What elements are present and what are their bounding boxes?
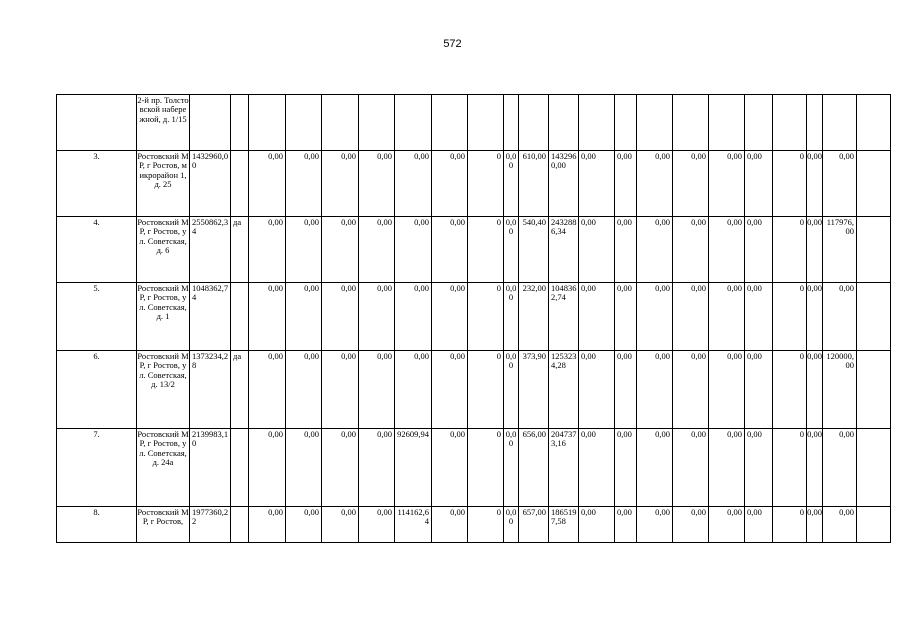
value-cell: 0,00 [615, 217, 637, 283]
value-cell: 610,00 [519, 151, 549, 217]
row-number-cell: 6. [57, 351, 137, 429]
value-cell: 117976,00 [823, 217, 857, 283]
value-cell: 0,00 [249, 151, 286, 217]
value-cell: 0,00 [823, 507, 857, 543]
value-cell: 0,00 [249, 217, 286, 283]
address-cell: Ростовский МР, г Ростов, [137, 507, 190, 543]
value-cell: 540,40 [519, 217, 549, 283]
value-cell: 0 [773, 283, 807, 351]
value-cell: 0,00 [322, 351, 359, 429]
value-cell: 0,00 [286, 283, 322, 351]
value-cell: 0,00 [807, 217, 823, 283]
address-cell: Ростовский МР, г Ростов, ул. Советская, д. 24а [137, 429, 190, 507]
value-cell: 0,00 [322, 507, 359, 543]
value-cell: 0,00 [709, 507, 745, 543]
value-cell [637, 95, 673, 151]
value-cell: 0,00 [823, 151, 857, 217]
value-cell: 0,00 [745, 283, 773, 351]
value-cell: 0,00 [615, 507, 637, 543]
table-row [57, 95, 891, 151]
value-cell: 0,00 [249, 351, 286, 429]
value-cell: 0,00 [673, 217, 709, 283]
value-cell: 0,00 [504, 507, 519, 543]
value-cell: 0 [468, 283, 504, 351]
value-cell: 0,00 [579, 507, 615, 543]
value-cell [322, 95, 359, 151]
value-cell: 0,00 [504, 217, 519, 283]
value-cell: 0,00 [504, 429, 519, 507]
value-cell: 0,00 [395, 351, 432, 429]
value-cell: 0,00 [322, 283, 359, 351]
value-cell: 2550862,34 [190, 217, 231, 283]
value-cell: 0,00 [286, 429, 322, 507]
value-cell [673, 95, 709, 151]
value-cell: 0,00 [432, 351, 468, 429]
value-cell [231, 429, 249, 507]
value-cell: 0,00 [807, 507, 823, 543]
value-cell: 0 [468, 151, 504, 217]
value-cell [231, 95, 249, 151]
value-cell: 0,00 [615, 351, 637, 429]
value-cell: 2047373,16 [549, 429, 579, 507]
value-cell [857, 283, 891, 351]
value-cell: 0,00 [615, 283, 637, 351]
value-cell: 0,00 [432, 283, 468, 351]
value-cell: 0,00 [745, 429, 773, 507]
value-cell [231, 151, 249, 217]
value-cell: 1432960,00 [190, 151, 231, 217]
value-cell [432, 95, 468, 151]
value-cell: 0,00 [615, 151, 637, 217]
value-cell: 0,00 [673, 351, 709, 429]
address-cell: Ростовский МР, г Ростов, ул. Советская, д. 6 [137, 217, 190, 283]
value-cell [549, 95, 579, 151]
value-cell [359, 95, 395, 151]
value-cell: 0,00 [709, 151, 745, 217]
value-cell: 0,00 [807, 429, 823, 507]
value-cell [286, 95, 322, 151]
value-cell: 0,00 [709, 283, 745, 351]
value-cell: 0,00 [637, 283, 673, 351]
value-cell: 0,00 [615, 429, 637, 507]
value-cell: 0,00 [823, 429, 857, 507]
value-cell: 0,00 [395, 283, 432, 351]
value-cell: 0,00 [249, 507, 286, 543]
value-cell: 0,00 [745, 351, 773, 429]
value-cell: 0,00 [359, 351, 395, 429]
value-cell: 0,00 [745, 217, 773, 283]
value-cell: 0,00 [637, 507, 673, 543]
row-number-cell: 4. [57, 217, 137, 283]
data-table [56, 94, 891, 543]
value-cell [615, 95, 637, 151]
value-cell: 0,00 [249, 283, 286, 351]
value-cell: 0 [773, 507, 807, 543]
value-cell: да [231, 217, 249, 283]
value-cell: 114162,64 [395, 507, 432, 543]
value-cell: 0,00 [286, 151, 322, 217]
address-cell: Ростовский МР, г Ростов, ул. Советская, д. 13/2 [137, 351, 190, 429]
value-cell [857, 217, 891, 283]
value-cell: 0,00 [504, 351, 519, 429]
value-cell: 0,00 [823, 283, 857, 351]
value-cell: 0,00 [579, 283, 615, 351]
address-cell: Ростовский МР, г Ростов, ул. Советская, д. 1 [137, 283, 190, 351]
value-cell: 0,00 [807, 283, 823, 351]
value-cell [395, 95, 432, 151]
value-cell [857, 429, 891, 507]
value-cell: 0,00 [504, 283, 519, 351]
value-cell: 0,00 [432, 151, 468, 217]
value-cell: 0,00 [673, 429, 709, 507]
value-cell: 0,00 [359, 507, 395, 543]
value-cell: 0,00 [432, 429, 468, 507]
address-cell: 2-й пр. Толстовской набережной, д. 1/15 [137, 95, 190, 151]
value-cell: 0,00 [637, 351, 673, 429]
value-cell: 0,00 [579, 151, 615, 217]
value-cell: 0,00 [807, 151, 823, 217]
value-cell [709, 95, 745, 151]
value-cell: 1977360,22 [190, 507, 231, 543]
value-cell: 0,00 [286, 507, 322, 543]
value-cell: 120000,00 [823, 351, 857, 429]
value-cell [468, 95, 504, 151]
value-cell [807, 95, 823, 151]
value-cell: 0 [773, 429, 807, 507]
value-cell: 0,00 [709, 429, 745, 507]
table-row [57, 351, 891, 429]
value-cell: 0,00 [432, 217, 468, 283]
value-cell: 0,00 [673, 283, 709, 351]
value-cell [579, 95, 615, 151]
value-cell [504, 95, 519, 151]
value-cell [231, 283, 249, 351]
value-cell: 0,00 [637, 217, 673, 283]
value-cell: 0,00 [359, 151, 395, 217]
value-cell: 0 [773, 151, 807, 217]
value-cell [857, 151, 891, 217]
table-row [57, 283, 891, 351]
value-cell: 1048362,74 [190, 283, 231, 351]
value-cell: 0,00 [745, 151, 773, 217]
row-number-cell: 8. [57, 507, 137, 543]
value-cell: да [231, 351, 249, 429]
value-cell: 0,00 [579, 217, 615, 283]
value-cell: 2432886,34 [549, 217, 579, 283]
value-cell [857, 95, 891, 151]
value-cell: 0,00 [807, 351, 823, 429]
value-cell: 0,00 [709, 217, 745, 283]
value-cell: 1373234,28 [190, 351, 231, 429]
value-cell: 0,00 [322, 151, 359, 217]
row-number-cell: 3. [57, 151, 137, 217]
value-cell: 0,00 [637, 429, 673, 507]
value-cell: 0,00 [579, 351, 615, 429]
value-cell: 0,00 [395, 151, 432, 217]
value-cell: 0,00 [322, 429, 359, 507]
value-cell: 0 [468, 351, 504, 429]
value-cell: 0,00 [359, 429, 395, 507]
value-cell: 232,00 [519, 283, 549, 351]
value-cell [519, 95, 549, 151]
value-cell: 0,00 [673, 507, 709, 543]
value-cell: 373,90 [519, 351, 549, 429]
value-cell: 0,00 [322, 217, 359, 283]
value-cell: 1253234,28 [549, 351, 579, 429]
table-row [57, 429, 891, 507]
value-cell: 657,00 [519, 507, 549, 543]
row-number-cell: 5. [57, 283, 137, 351]
value-cell [857, 507, 891, 543]
value-cell [190, 95, 231, 151]
value-cell [745, 95, 773, 151]
value-cell: 0 [468, 429, 504, 507]
value-cell: 0 [773, 351, 807, 429]
row-number-cell: 7. [57, 429, 137, 507]
value-cell: 0,00 [637, 151, 673, 217]
page-number: 572 [443, 38, 462, 50]
value-cell: 1432960,00 [549, 151, 579, 217]
value-cell: 0,00 [249, 429, 286, 507]
value-cell: 92609,94 [395, 429, 432, 507]
value-cell [823, 95, 857, 151]
value-cell: 0,00 [745, 507, 773, 543]
value-cell [231, 507, 249, 543]
value-cell: 0,00 [432, 507, 468, 543]
address-cell: Ростовский МР, г Ростов, микрорайон 1, д. 25 [137, 151, 190, 217]
value-cell: 0,00 [579, 429, 615, 507]
value-cell [249, 95, 286, 151]
value-cell: 1048362,74 [549, 283, 579, 351]
value-cell: 0 [773, 217, 807, 283]
value-cell: 0,00 [504, 151, 519, 217]
value-cell: 0,00 [359, 283, 395, 351]
value-cell: 0,00 [359, 217, 395, 283]
value-cell: 0 [468, 217, 504, 283]
value-cell: 0,00 [395, 217, 432, 283]
table-row [57, 217, 891, 283]
value-cell: 0,00 [709, 351, 745, 429]
value-cell: 0 [468, 507, 504, 543]
value-cell [857, 351, 891, 429]
table-row [57, 507, 891, 543]
value-cell: 2139983,10 [190, 429, 231, 507]
row-number-cell [57, 95, 137, 151]
value-cell: 0,00 [286, 217, 322, 283]
table-row [57, 151, 891, 217]
value-cell [773, 95, 807, 151]
value-cell: 656,00 [519, 429, 549, 507]
value-cell: 0,00 [673, 151, 709, 217]
value-cell: 1865197,58 [549, 507, 579, 543]
value-cell: 0,00 [286, 351, 322, 429]
